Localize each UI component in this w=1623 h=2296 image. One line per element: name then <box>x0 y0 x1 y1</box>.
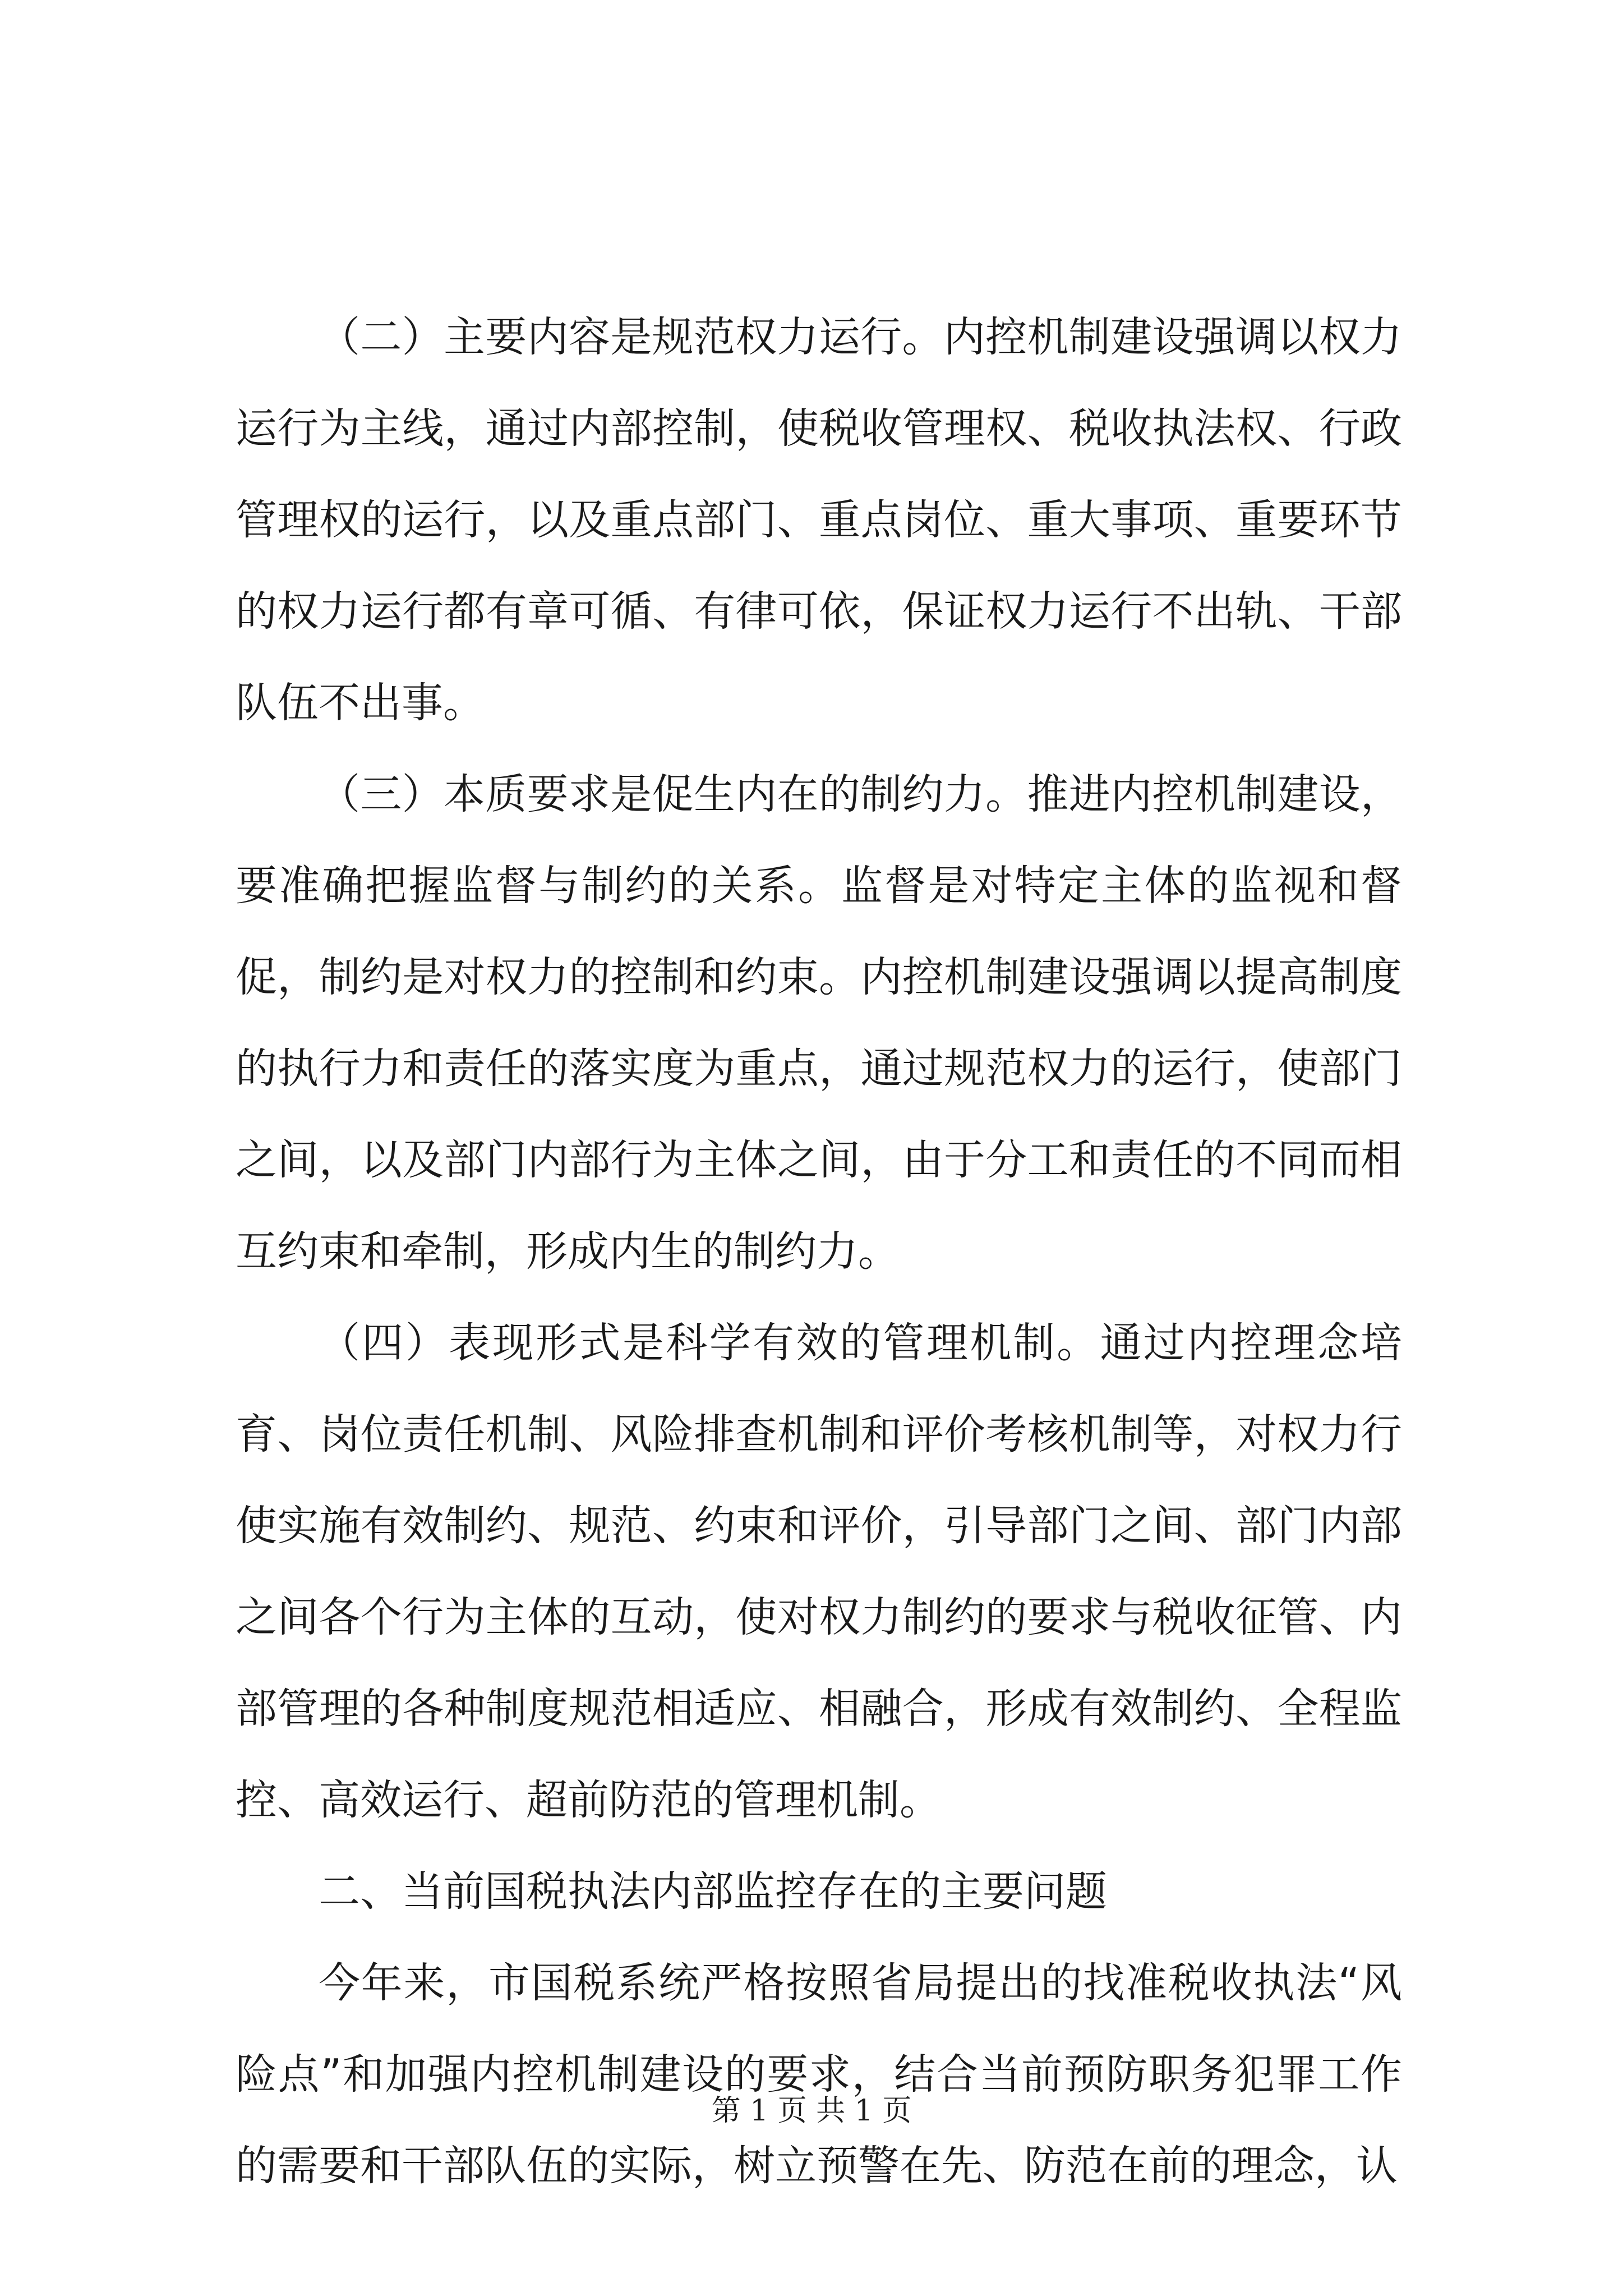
section-heading: 二、当前国税执法内部监控存在的主要问题 <box>319 1867 1107 1916</box>
document-body <box>236 292 1402 2212</box>
paragraph-section-2: （二）主要内容是规范权力运行。内控机制建设强调以权力运行为主线，通过内部控制，使税收管理权、税收执法权、行政管理权的运行，以及重点部门、重点岗位、重大事项、重要环节的权力运行都有章可循、有律可依，保证权力运行不出轨、干部队伍不出事。 <box>236 313 1402 727</box>
paragraph-section-3: （三）本质要求是促生内在的制约力。推进内控机制建设，要准确把握监督与制约的关系。监督是对特定主体的监视和督促，制约是对权力的控制和约束。内控机制建设强调以提高制度的执行力和责任的落实度为重点，通过规范权力的运行，使部门之间，以及部门内部行为主体之间，由于分工和责任的不同而相互约束和牵制，形成内生的制约力。 <box>236 770 1402 1276</box>
page-number-footer: 第 1 页 共 1 页 <box>711 2094 912 2128</box>
paragraph-section-4: （四）表现形式是科学有效的管理机制。通过内控理念培育、岗位责任机制、风险排查机制和评价考核机制等，对权力行使实施有效制约、规范、约束和评价，引导部门之间、部门内部之间各个行为主体的互动，使对权力制约的要求与税收征管、内部管理的各种制度规范相适应、相融合，形成有效制约、全程监控、高效运行、超前防范的管理机制。 <box>236 1319 1402 1824</box>
paragraph-intro: 今年来，市国税系统严格按照省局提出的找准税收执法“风险点”和加强内控机制建设的要求，结合当前预防职务犯罪工作的需要和干部队伍的实际，树立预警在先、防范在前的理念，认 <box>236 1959 1402 2190</box>
